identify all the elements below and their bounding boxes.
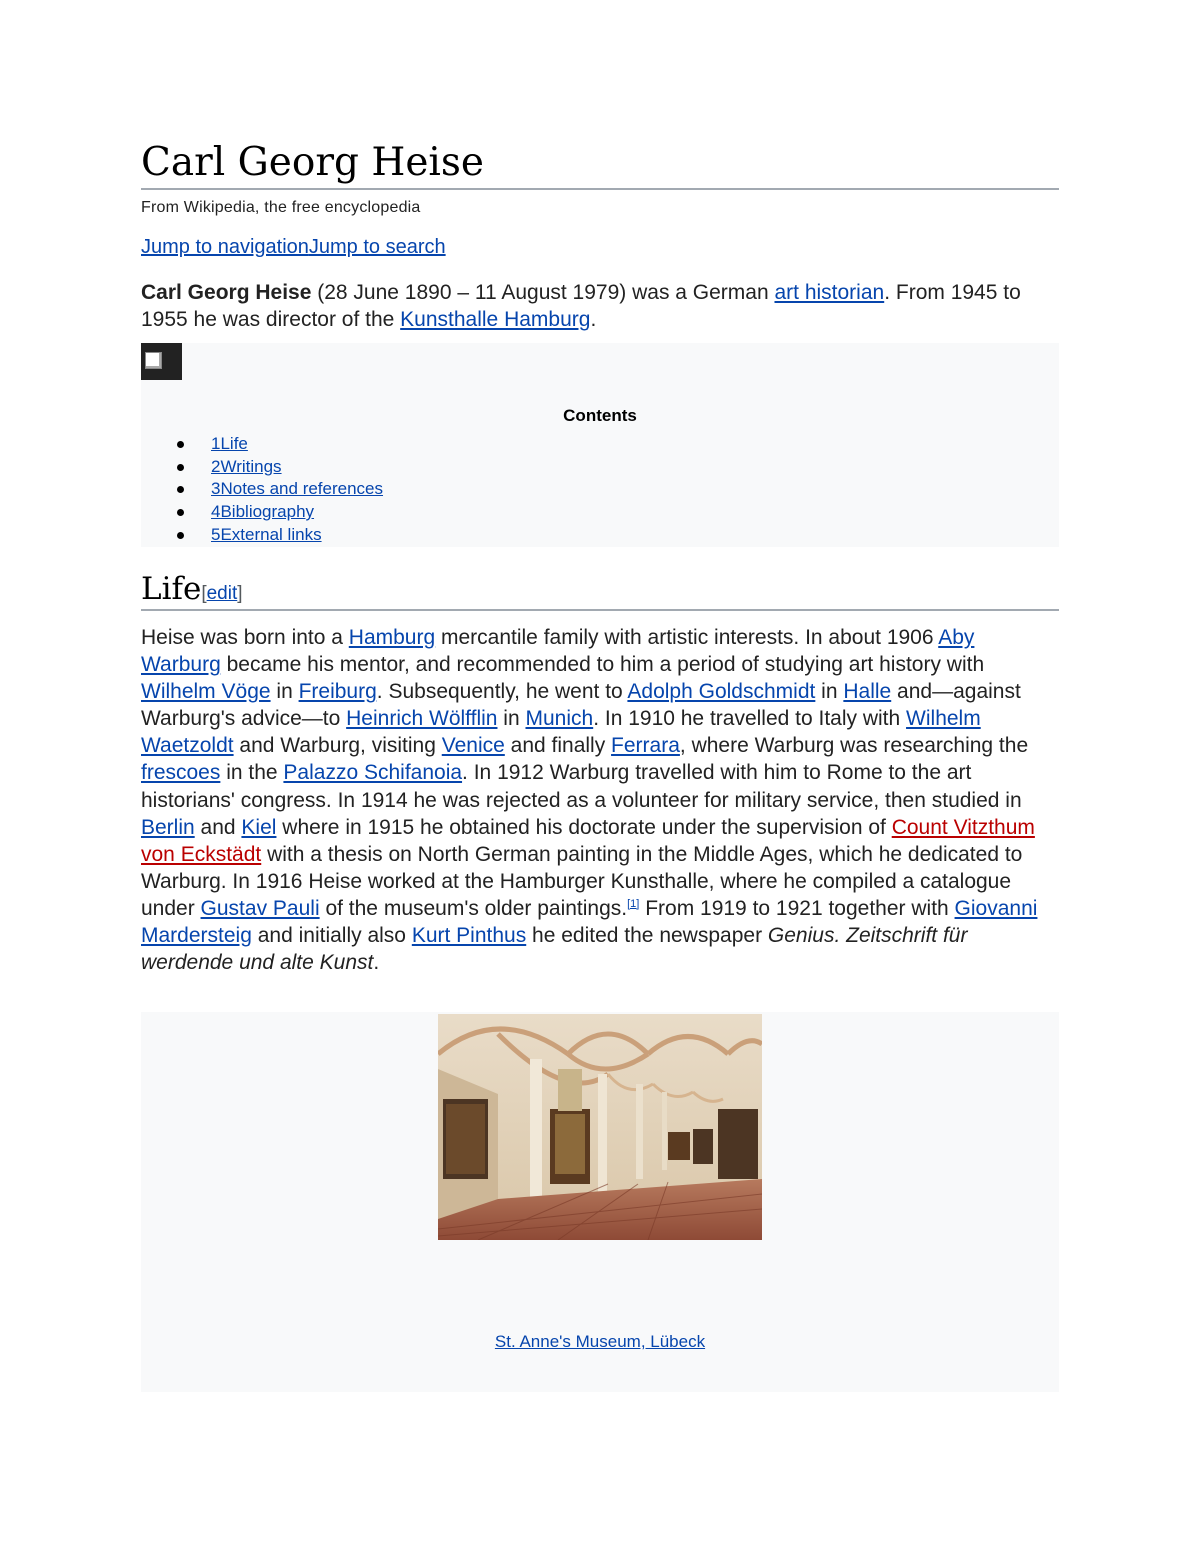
jump-links bbox=[141, 236, 446, 259]
link-aby-warburg[interactable]: Aby Warburg bbox=[141, 626, 975, 677]
link-venice[interactable]: Venice bbox=[441, 734, 505, 758]
table-of-contents bbox=[141, 343, 1059, 547]
toc-link-writings[interactable]: 2Writings bbox=[211, 456, 282, 476]
toc-item-bibliography bbox=[177, 501, 383, 524]
lead-paragraph bbox=[141, 279, 1059, 333]
link-kurt-pinthus[interactable]: Kurt Pinthus bbox=[411, 924, 527, 948]
link-wilhelm-waetzoldt[interactable]: Wilhelm Waetzoldt bbox=[141, 707, 981, 758]
toc-link-life[interactable]: 1Life bbox=[211, 434, 248, 453]
link-palazzo-schifanoia[interactable]: Palazzo Schifanoia bbox=[283, 761, 463, 785]
toc-item-notes bbox=[177, 478, 383, 501]
link-gustav-pauli[interactable]: Gustav Pauli bbox=[200, 896, 320, 920]
link-halle[interactable]: Halle bbox=[843, 680, 892, 704]
link-heinrich-wolfflin[interactable]: Heinrich Wölfflin bbox=[346, 707, 498, 731]
caption-link[interactable]: St. Anne's Museum, Lübeck bbox=[494, 1332, 706, 1351]
site-tagline: From Wikipedia, the free encyclopedia bbox=[141, 199, 421, 216]
toc-title: Contents bbox=[563, 406, 637, 425]
link-kiel[interactable]: Kiel bbox=[241, 815, 277, 839]
page-title: Carl Georg Heise bbox=[141, 138, 1059, 190]
bullet-icon bbox=[177, 509, 184, 516]
toc-item-writings bbox=[177, 456, 383, 479]
bullet-icon bbox=[177, 486, 184, 493]
jump-to-navigation-link[interactable]: Jump to navigation bbox=[141, 236, 309, 258]
reference-link[interactable]: [1] bbox=[627, 897, 640, 910]
link-wilhelm-voge[interactable]: Wilhelm Vöge bbox=[141, 680, 271, 704]
toc-link-external-links[interactable]: 5External links bbox=[211, 524, 322, 544]
link-giovanni-mardersteig[interactable]: Giovanni Mardersteig bbox=[141, 896, 1038, 948]
edit-link[interactable]: edit bbox=[206, 583, 238, 604]
thumbnail-figure bbox=[141, 1012, 1059, 1392]
life-paragraph: Heise was born into a Hamburg mercantile family with artistic interests. In about 1906 Aby Warburg became his mentor, and recommended to him a period of studying art history with Wilhelm Vöge in Freiburg. Subsequently, he went to Adolph Goldschmidt in Halle and—against Warburg's advice—to Heinrich Wölfflin in Munich. In 1910 he travelled to Italy with Wilhelm Waetzoldt and Warburg, visiting Venice and finally Ferrara, where Warburg was researching the frescoes in the Palazzo Schifanoia. In 1912 Warburg travelled with him to Rome to the art historians' congress. In 1914 he was rejected as a volunteer for military service, then studied in Berlin and Kiel where in 1915 he obtained his doctorate under the supervision of Count Vitzthum von Eckstädt with a thesis on North German painting in the Middle Ages, which he dedicated to Warburg. In 1916 Heise worked at the Hamburger Kunsthalle, where he compiled a catalogue under Gustav Pauli of the museum's older paintings.[1] From 1919 to 1921 together with Giovanni Mardersteig and initially also Kurt Pinthus he edited the newspaper Genius. Zeitschrift für werdende und alte Kunst. bbox=[141, 626, 1038, 975]
bullet-icon bbox=[177, 532, 184, 539]
bullet-icon bbox=[177, 441, 184, 448]
link-frescoes[interactable]: frescoes bbox=[141, 761, 221, 785]
link-munich[interactable]: Munich bbox=[525, 707, 594, 731]
toc-link-notes[interactable]: 3Notes and references bbox=[211, 479, 384, 499]
link-freiburg[interactable]: Freiburg bbox=[298, 680, 377, 704]
section-title: Life bbox=[141, 571, 202, 607]
museum-photo[interactable] bbox=[438, 1014, 762, 1240]
bullet-icon bbox=[177, 464, 184, 471]
link-berlin[interactable]: Berlin bbox=[141, 815, 195, 839]
link-kunsthalle-hamburg[interactable]: Kunsthalle Hamburg bbox=[400, 308, 591, 331]
toc-item-life bbox=[177, 433, 383, 456]
link-hamburg[interactable]: Hamburg bbox=[348, 626, 436, 649]
checkbox-icon bbox=[145, 352, 162, 369]
lead-text: (28 June 1890 – 11 August 1979) was a German bbox=[311, 281, 775, 304]
newspaper-title: Genius. Zeitschrift für werdende und alte Kunst bbox=[141, 924, 968, 975]
toc-toggle-checkbox[interactable] bbox=[141, 343, 182, 380]
jump-to-search-link[interactable]: Jump to search bbox=[308, 236, 446, 258]
link-ferrara[interactable]: Ferrara bbox=[611, 734, 680, 758]
lead-text: . bbox=[590, 308, 597, 331]
section-heading-life bbox=[141, 569, 1059, 611]
figure-caption bbox=[141, 1332, 1059, 1352]
link-adolph-goldschmidt[interactable]: Adolph Goldschmidt bbox=[627, 680, 816, 704]
edit-section: [edit] bbox=[201, 583, 243, 604]
link-art-historian[interactable]: art historian bbox=[774, 281, 885, 304]
lead-text: . From 1945 to 1955 he was director of the bbox=[141, 281, 1021, 331]
redlink-count-vitzthum[interactable]: Count Vitzthum von Eckstädt bbox=[141, 815, 1035, 866]
toc-link-bibliography[interactable]: 4Bibliography bbox=[211, 502, 315, 522]
toc-item-external-links bbox=[177, 524, 383, 547]
toc-list bbox=[177, 433, 383, 546]
subject-name: Carl Georg Heise bbox=[141, 281, 312, 304]
